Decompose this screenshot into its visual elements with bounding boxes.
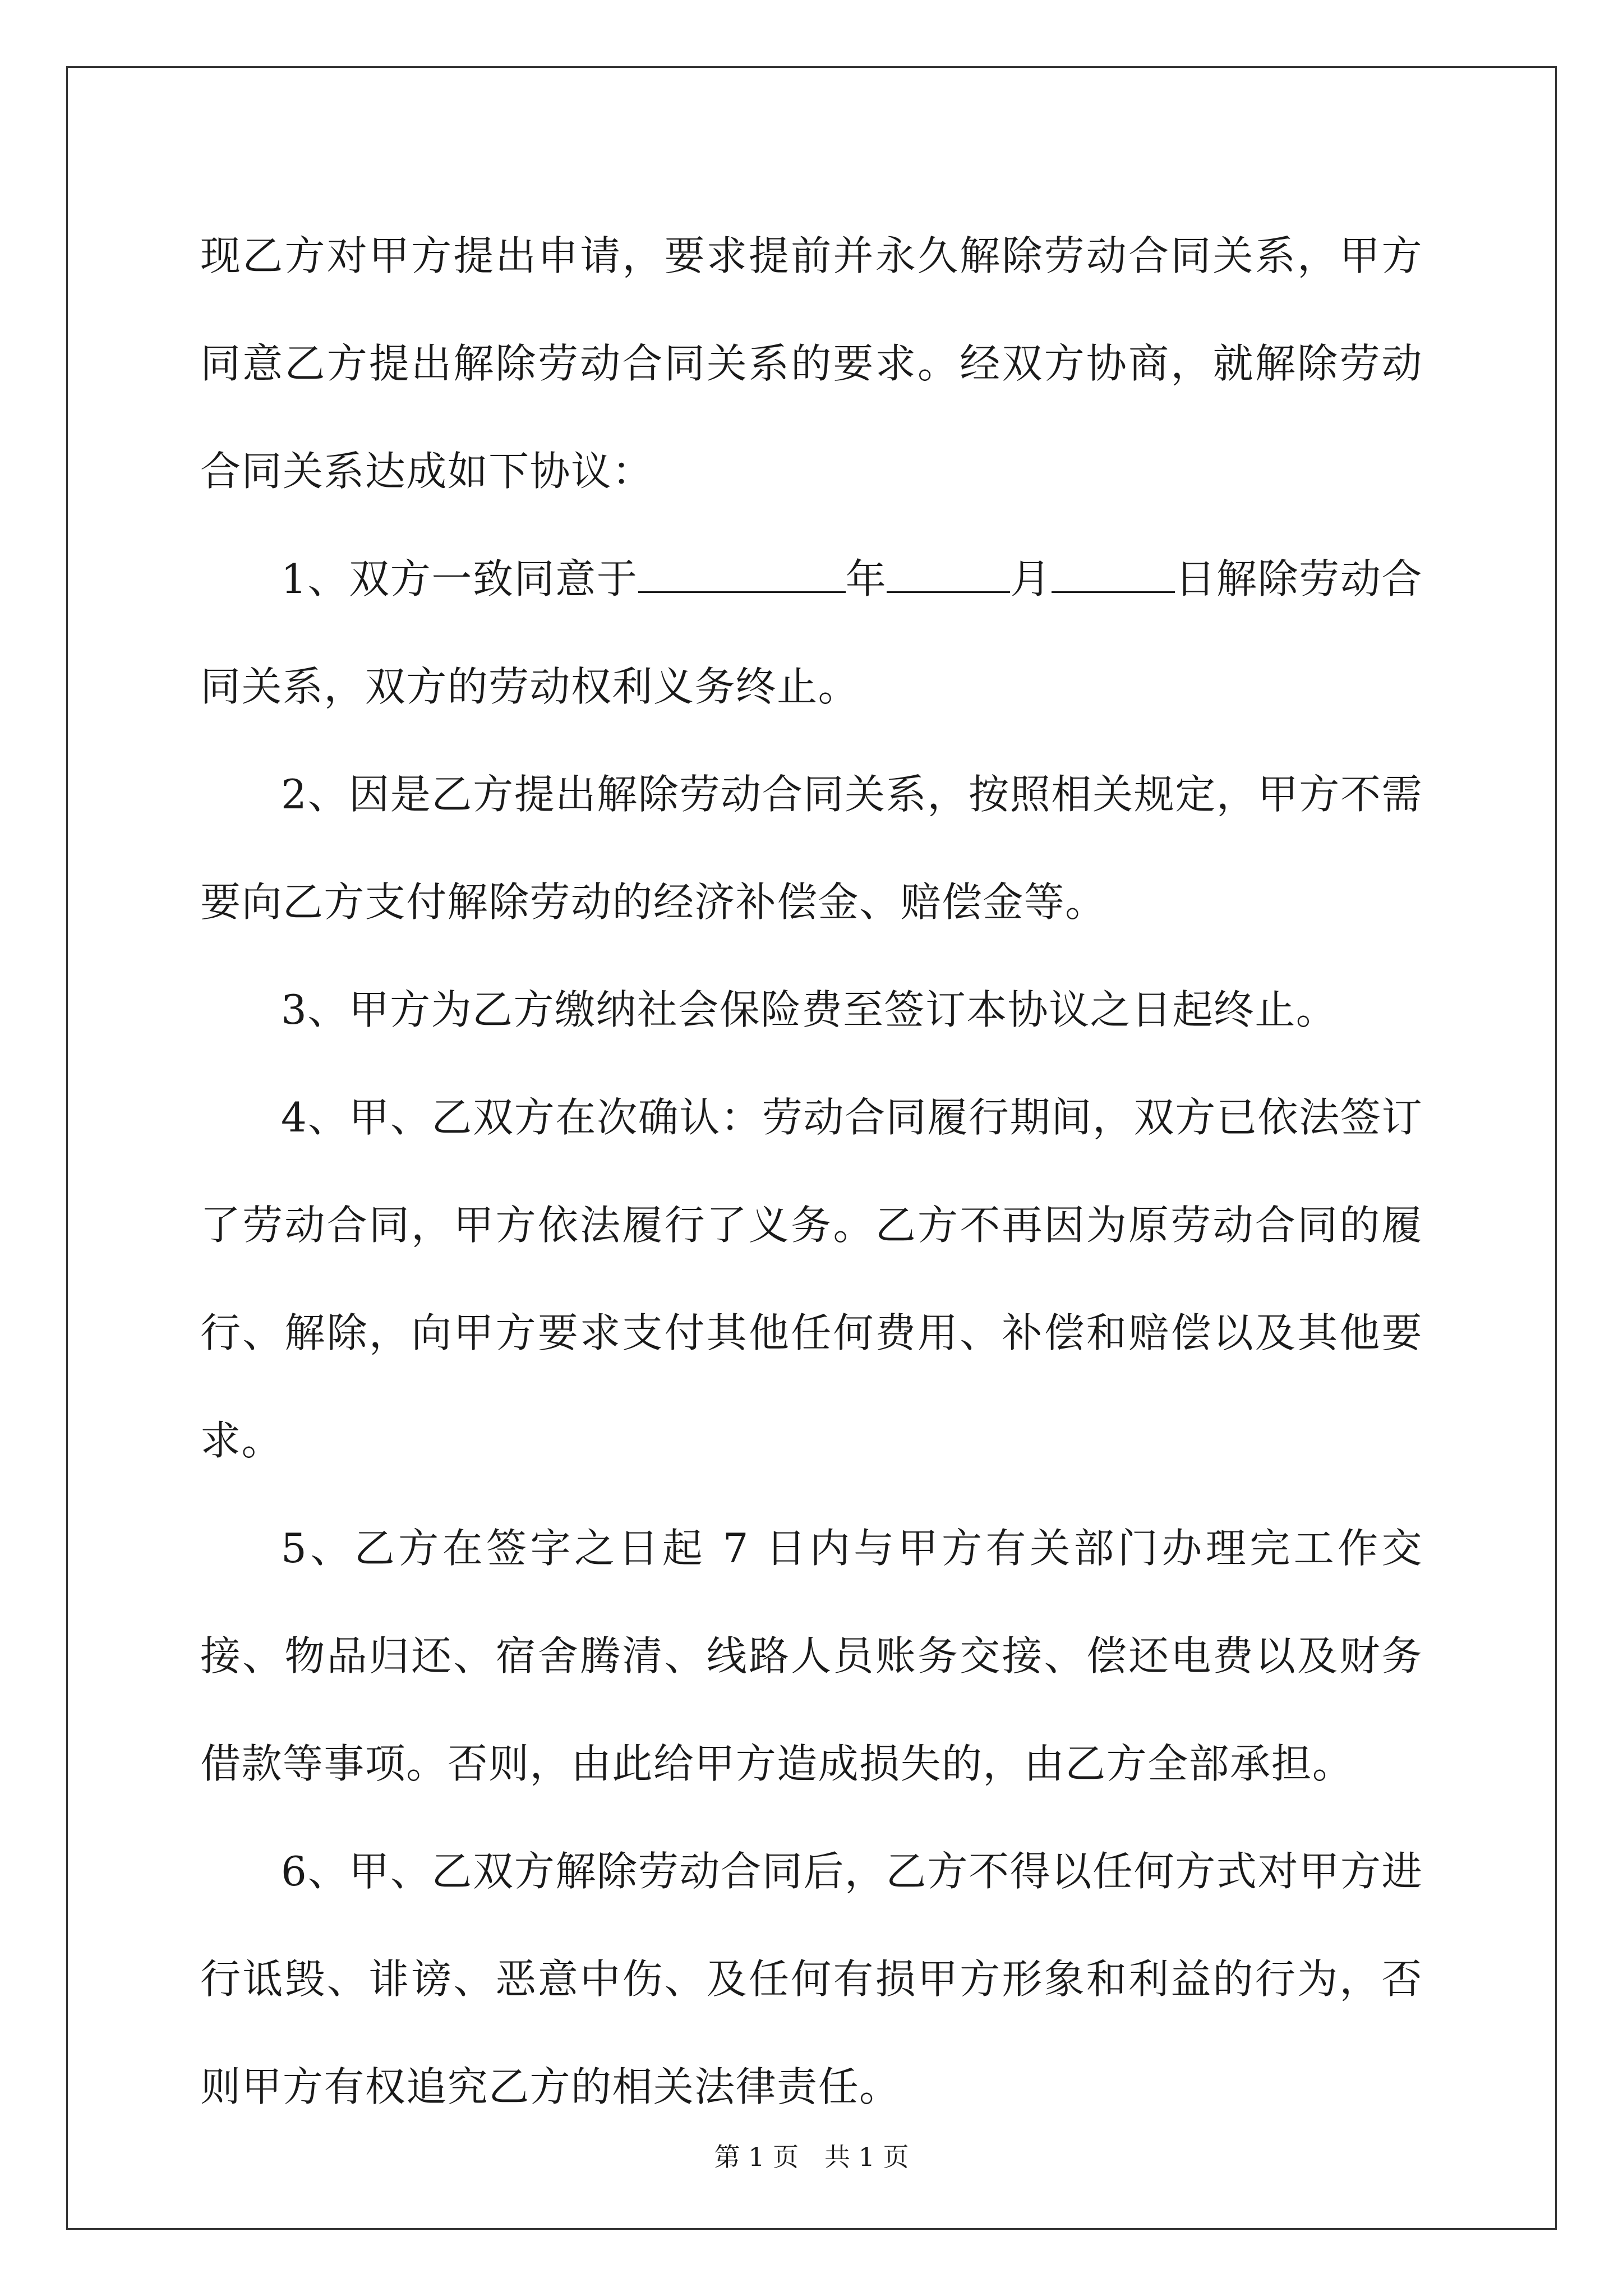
month-blank[interactable] bbox=[887, 558, 1010, 593]
day-blank[interactable] bbox=[1052, 558, 1175, 593]
clause-3: 3、甲方为乙方缴纳社会保险费至签订本协议之日起终止。 bbox=[281, 986, 1338, 1033]
clause-4: 4、甲、乙双方在次确认：劳动合同履行期间，双方已依法签订了劳动合同，甲方依法履行了义务。乙方不再因为原劳动合同的履行、解除，向甲方要求支付其他任何费用、补偿和赔偿以及其他要求。 bbox=[200, 1094, 1423, 1464]
clause-1-text-before: 1、双方一致同意于 bbox=[281, 555, 638, 602]
year-blank[interactable] bbox=[638, 558, 846, 593]
clause-5: 5、乙方在签字之日起 7 日内与甲方有关部门办理完工作交接、物品归还、宿舍腾清、线路人员账务交接、偿还电费以及财务借款等事项。否则，由此给甲方造成损失的，由乙方全部承担。 bbox=[200, 1525, 1423, 1787]
clause-1-year-label: 年 bbox=[845, 555, 887, 602]
clause-1-text-after: 日解除劳动合同关系，双方的劳动权利义务终止。 bbox=[200, 555, 1423, 710]
clause-2: 2、因是乙方提出解除劳动合同关系，按照相关规定，甲方不需要向乙方支付解除劳动的经济补偿金、赔偿金等。 bbox=[200, 771, 1423, 926]
intro-paragraph: 现乙方对甲方提出申请，要求提前并永久解除劳动合同关系，甲方同意乙方提出解除劳动合同关系的要求。经双方协商，就解除劳动合同关系达成如下协议： bbox=[200, 232, 1423, 495]
clause-1-month-label: 月 bbox=[1010, 555, 1052, 602]
page-number-footer: 第 1 页 共 1 页 bbox=[714, 2142, 909, 2172]
clause-1 bbox=[200, 525, 1423, 740]
document-body bbox=[200, 202, 1423, 2141]
clause-6: 6、甲、乙双方解除劳动合同后，乙方不得以任何方式对甲方进行诋毁、诽谤、恶意中伤、及任何有损甲方形象和利益的行为，否则甲方有权追究乙方的相关法律责任。 bbox=[200, 1848, 1423, 2110]
